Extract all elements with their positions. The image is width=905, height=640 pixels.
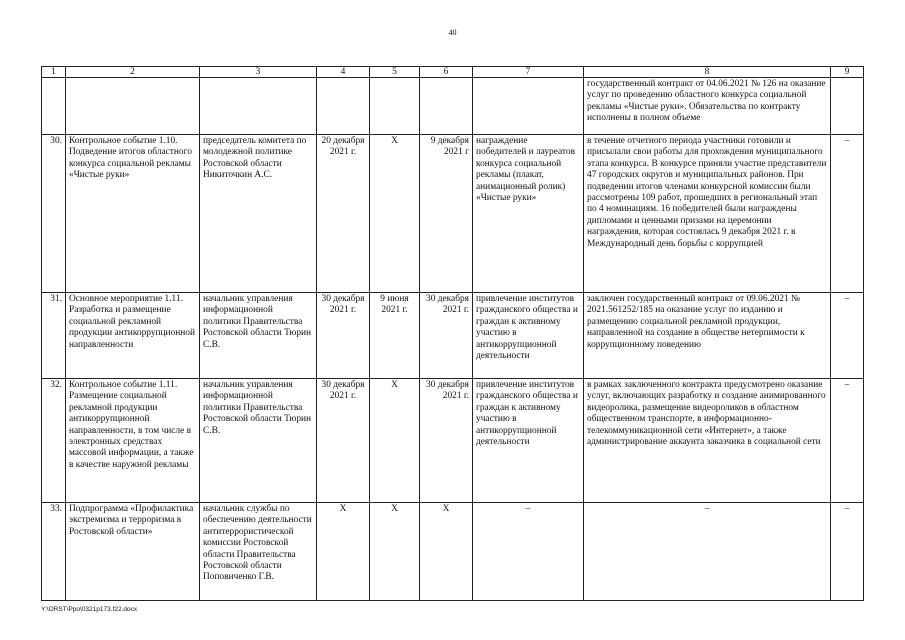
column-number: 8 <box>584 67 831 78</box>
column-number: 5 <box>370 67 420 78</box>
actual-date: 30 декабря 2021 г. <box>420 379 473 503</box>
column-number: 1 <box>42 67 66 78</box>
table-row <box>42 503 864 601</box>
deviation-reason: – <box>831 135 864 293</box>
implementation-info: в течение отчетного периода участники готовили и присылали свои работы для прохождения муниципального этапа конкурса. В конкурсе приняли участие представители 47 городских округов и муниципальных районов. При подведении итогов членами конкурсной комиссии были рассмотрены 109 работ, прошедших в региональный этап по 4 номинациям. 16 победителей были награждены дипломами и ценными призами на церемонии награждения, которая состоялась 9 декабря 2021 г. в Международный день борьбы с коррупцией <box>584 135 831 293</box>
implementation-info: в рамках заключенного контракта предусмотрено оказание услуг, включающих разработку и создание анимированного видеоролика, размещение видеороликов в областном общественном транспорте, в информационно-телекоммуникационной сети «Интернет», а также администрирование аккаунта заказчика в социальной сети <box>584 379 831 503</box>
page-number: 40 <box>448 28 457 37</box>
row-number: 33. <box>42 503 66 601</box>
expected-result: привлечение институтов гражданского общества и граждан к активному участию в антикоррупционной деятельности <box>473 379 584 503</box>
deviation-reason: – <box>831 293 864 379</box>
expected-result: – <box>473 503 584 601</box>
row-number: 32. <box>42 379 66 503</box>
responsible-person: начальник службы по обеспечению деятельности антитеррористической комиссии Ростовской области Правительства Ростовской области Поповиченко Г.В. <box>200 503 317 601</box>
expected-result: награждение победителей и лауреатов конкурса социальной рекламы (плакат, анимационный ролик) «Чистые руки» <box>473 135 584 293</box>
responsible-person: начальник управления информационной политики Правительства Ростовской области Тюрин С.В. <box>200 379 317 503</box>
column-number: 7 <box>473 67 584 78</box>
row-number: 30. <box>42 135 66 293</box>
implementation-info: заключен государственный контракт от 09.06.2021 № 2021.561252/185 на оказание услуг по изданию и размещению социальной рекламной продукции, направленной на создание в обществе нетерпимости к коррупционному поведению <box>584 293 831 379</box>
info-cell: государственный контракт от 04.06.2021 № 126 на оказание услуг по проведению областного конкурса социальной рекламы «Чистые руки». Обязательства по контракту исполнены в полном объеме <box>584 78 831 135</box>
event-name: Основное мероприятие 1.11. Разработка и размещение социальной рекламной продукции антикоррупционной направленности <box>66 293 200 379</box>
deviation-reason: – <box>831 503 864 601</box>
deviation-reason: – <box>831 379 864 503</box>
planned-date: Х <box>317 503 370 601</box>
planned-date: 30 декабря 2021 г. <box>317 379 370 503</box>
column-number: 3 <box>200 67 317 78</box>
start-date: Х <box>370 379 420 503</box>
column-number: 2 <box>66 67 200 78</box>
implementation-info: – <box>584 503 831 601</box>
column-header-row <box>42 67 864 78</box>
responsible-person: начальник управления информационной политики Правительства Ростовской области Тюрин С.В. <box>200 293 317 379</box>
expected-result: привлечение институтов гражданского общества и граждан к активному участию в антикоррупционной деятельности <box>473 293 584 379</box>
continuation-row <box>42 78 864 135</box>
report-table <box>41 66 864 601</box>
table-row <box>42 135 864 293</box>
column-number: 9 <box>831 67 864 78</box>
column-number: 6 <box>420 67 473 78</box>
event-name: Контрольное событие 1.10. Подведение итогов областного конкурса социальной рекламы «Чистые руки» <box>66 135 200 293</box>
start-date: 9 июня 2021 г. <box>370 293 420 379</box>
file-path-footer: Y:\ORST\Ppo\0321p173.f22.docx <box>41 606 138 613</box>
table-row <box>42 293 864 379</box>
actual-date: Х <box>420 503 473 601</box>
planned-date: 30 декабря 2021 г. <box>317 293 370 379</box>
column-number: 4 <box>317 67 370 78</box>
start-date: Х <box>370 503 420 601</box>
event-name: Контрольное событие 1.11. Размещение социальной рекламной продукции антикоррупционной направленности, в том числе в электронных средствах массовой информации, а также в качестве наружной рекламы <box>66 379 200 503</box>
row-number: 31. <box>42 293 66 379</box>
event-name: Подпрограмма «Профилактика экстремизма и терроризма в Ростовской области» <box>66 503 200 601</box>
responsible-person: председатель комитета по молодежной политике Ростовской области Никиточкин А.С. <box>200 135 317 293</box>
start-date: Х <box>370 135 420 293</box>
table-row <box>42 379 864 503</box>
planned-date: 20 декабря 2021 г. <box>317 135 370 293</box>
actual-date: 9 декабря 2021 г <box>420 135 473 293</box>
actual-date: 30 декабря 2021 г. <box>420 293 473 379</box>
